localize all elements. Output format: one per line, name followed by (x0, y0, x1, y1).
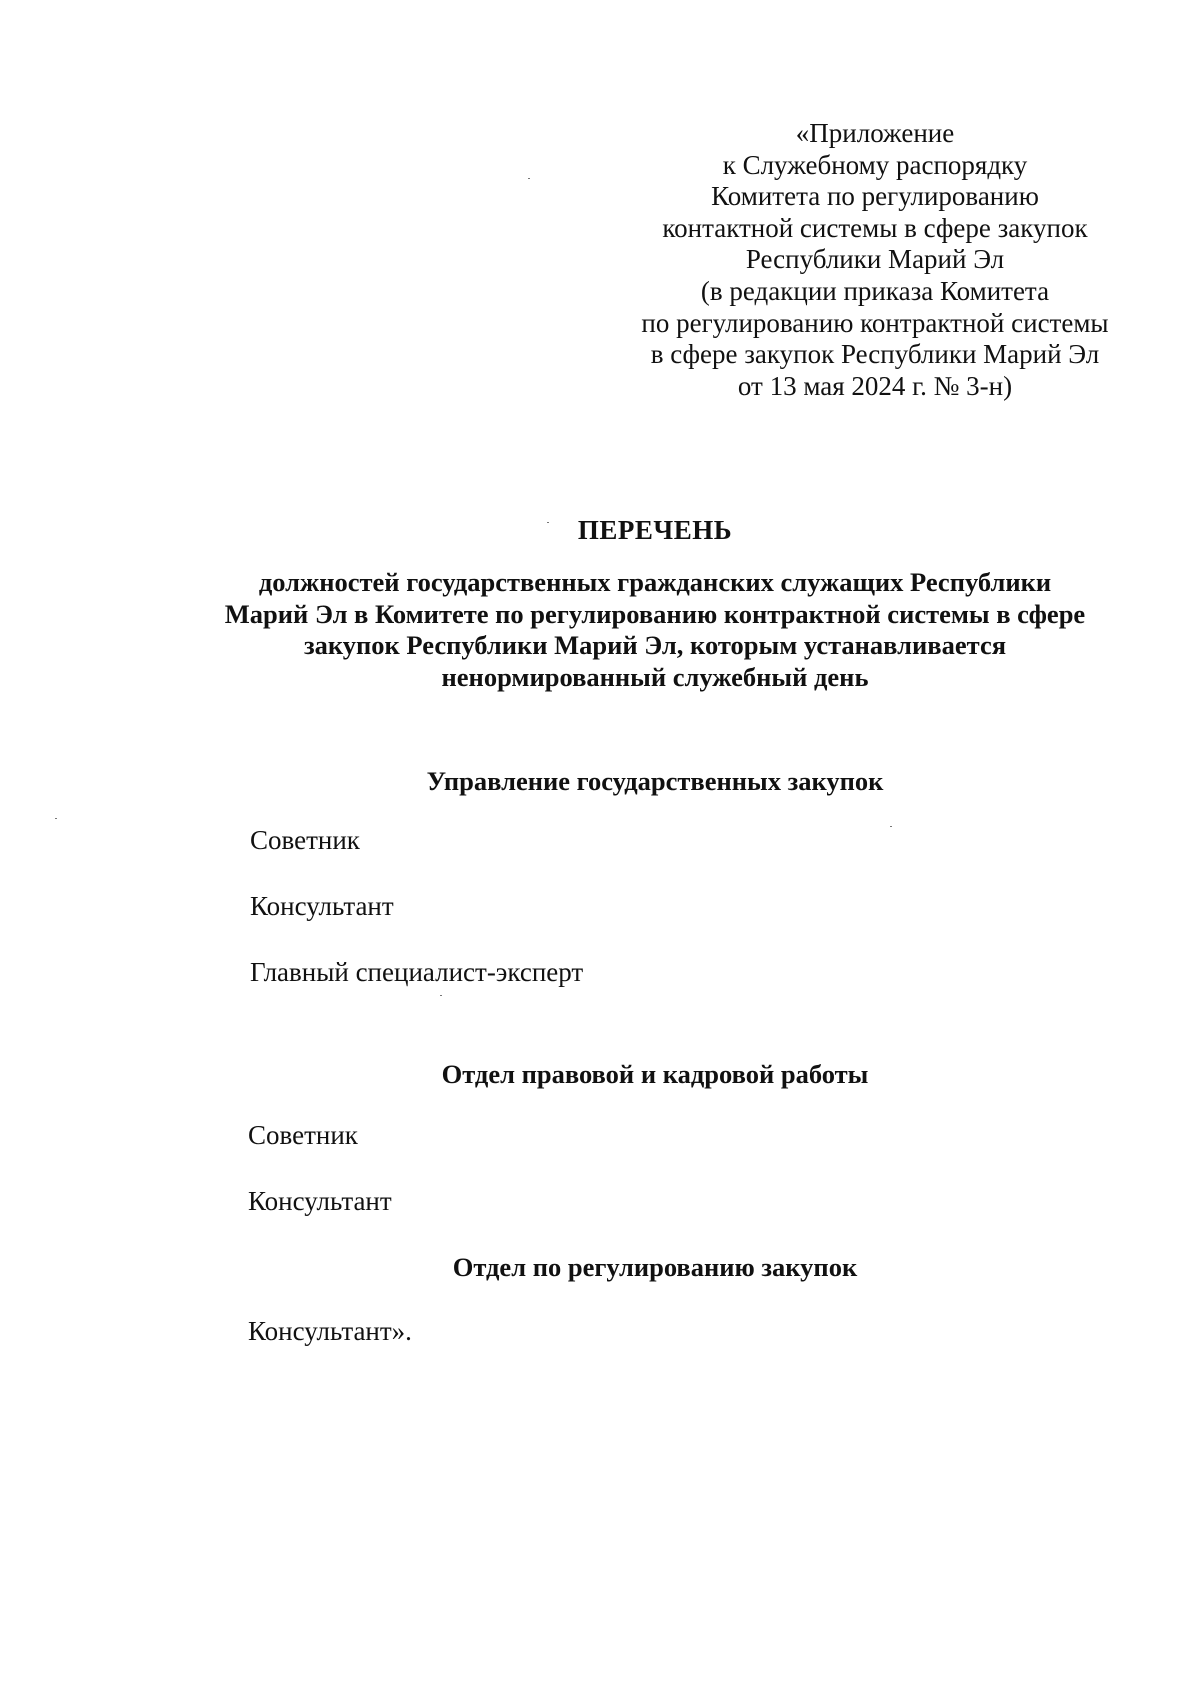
position-item: Главный специалист-эксперт (250, 957, 584, 987)
subtitle-line: ненормированный служебный день (441, 661, 869, 692)
subtitle-line: закупок Республики Марий Эл, которым устанавливается (303, 630, 1007, 660)
attachment-line: (в редакции приказа Комитета (700, 275, 1050, 306)
section-heading-procurement-management: Управление государственных закупок (426, 766, 884, 796)
section-heading-procurement-regulation: Отдел по регулированию закупок (452, 1252, 858, 1282)
scan-speck (55, 818, 57, 819)
position-item: Консультант (248, 1186, 392, 1216)
attachment-line: Республики Марий Эл (745, 244, 1005, 275)
attachment-line: к Служебному распорядку (722, 149, 1028, 180)
position-item: Советник (248, 1120, 358, 1150)
attachment-line: по регулированию контрактной системы (641, 307, 1109, 338)
subtitle-line: должностей государственных гражданских служащих Республики (258, 567, 1052, 597)
document-subtitle (150, 567, 1160, 693)
scan-speck (528, 178, 530, 179)
attachment-note (560, 118, 1190, 402)
attachment-line: от 13 мая 2024 г. № 3-н) (737, 370, 1013, 401)
attachment-line: контактной системы в сфере закупок (662, 212, 1088, 243)
attachment-line: в сфере закупок Республики Марий Эл (650, 339, 1100, 370)
position-item: Советник (250, 825, 360, 855)
document-title: ПЕРЕЧЕНЬ (577, 515, 733, 545)
subtitle-line: Марий Эл в Комитете по регулированию контрактной системы в сфере (224, 598, 1086, 629)
scan-speck (890, 826, 892, 827)
section-heading-legal-hr: Отдел правовой и кадровой работы (441, 1059, 869, 1089)
position-item: Консультант». (248, 1316, 412, 1346)
attachment-line: «Приложение (795, 118, 955, 148)
position-item: Консультант (250, 891, 394, 921)
scan-speck (440, 995, 442, 996)
attachment-line: Комитета по регулированию (711, 181, 1039, 212)
scan-speck (547, 522, 549, 523)
